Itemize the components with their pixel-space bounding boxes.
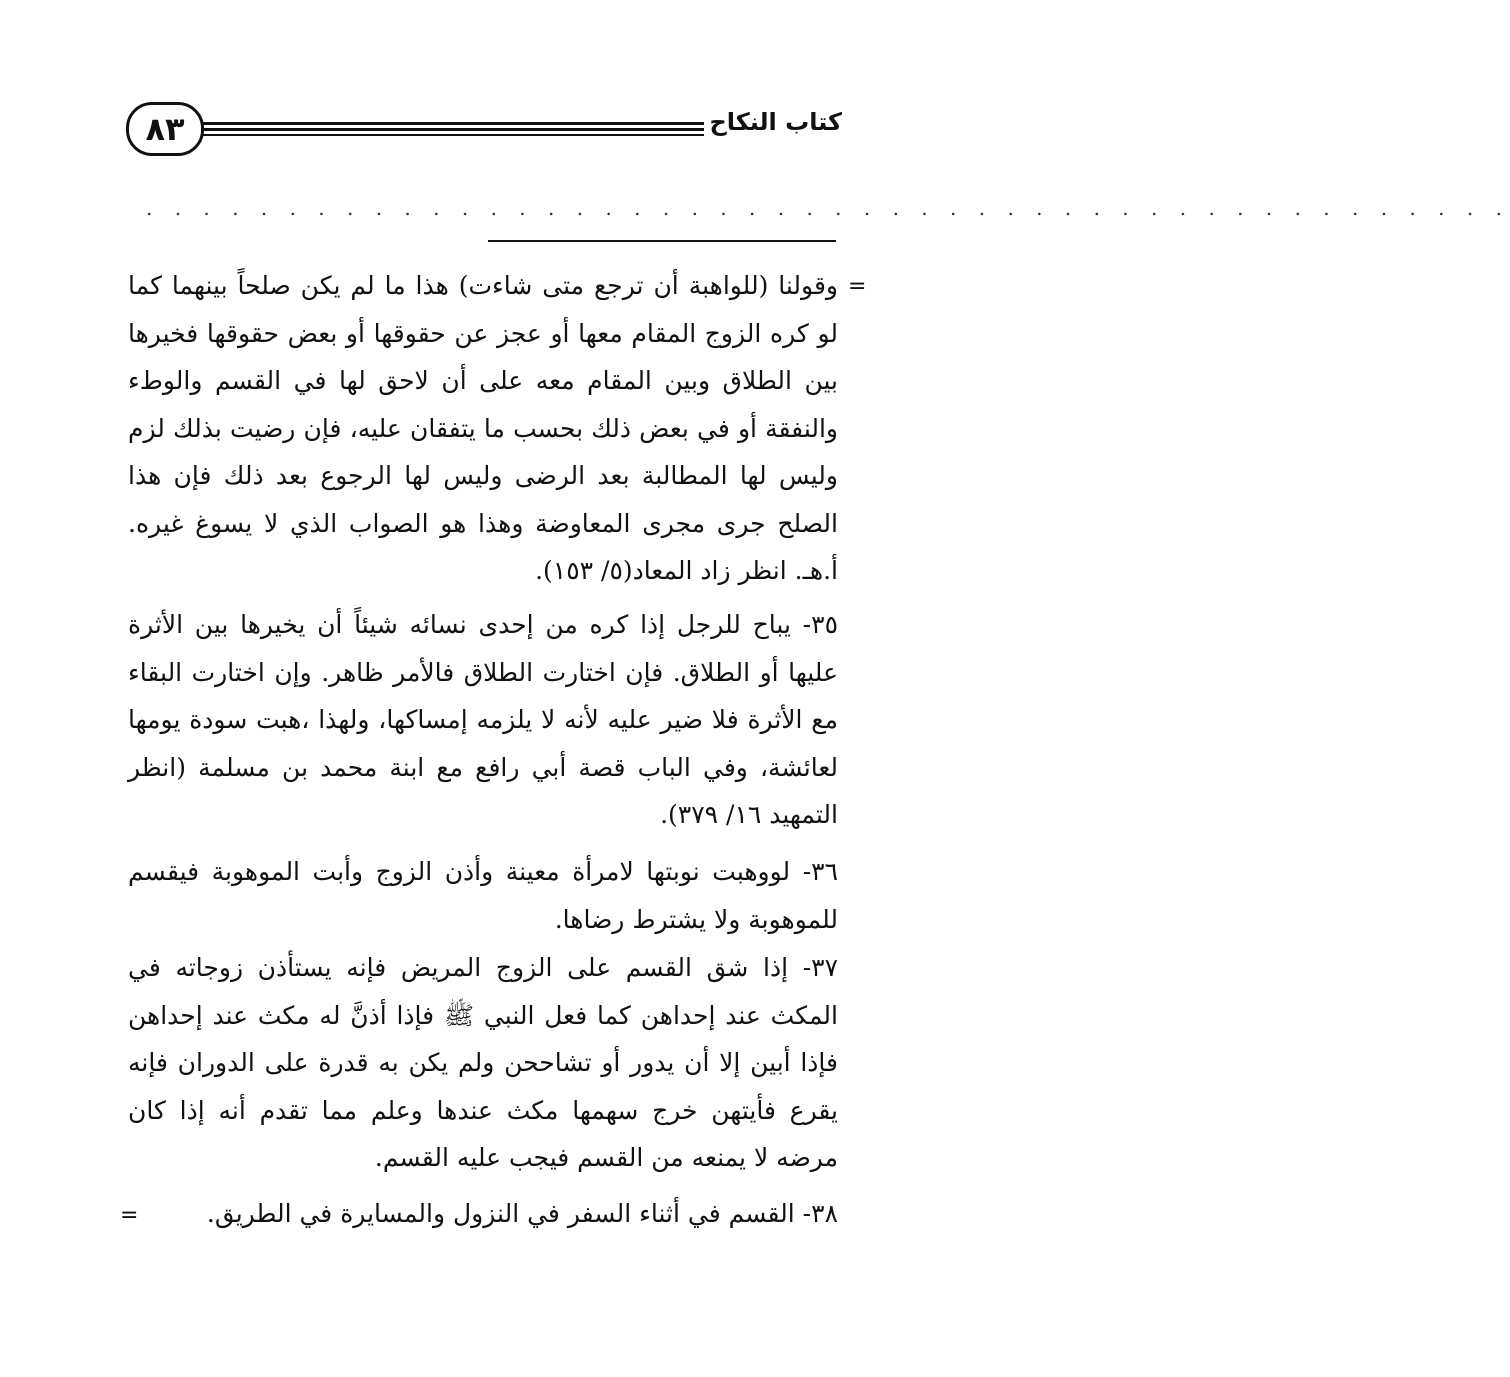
- header-rule: [196, 122, 704, 137]
- paragraph-37: ٣٧- إذا شق القسم على الزوج المريض فإنه يستأذن زوجاته في المكث عند إحداهن كما فعل النبي ﷺ فإذا أذنَّ له مكث عند إحداهن فإذا أبين إلا أن يدور أو تشاححن ولم يكن به قدرة على الدوران فإنه يقرع فأيتهن خرج سهمها مكث عندها وعلم مما تقدم أنه إذا كان مرضه لا يمنعه من القسم فيجب عليه القسم.: [128, 953, 838, 1172]
- footnote-rule: [488, 240, 836, 242]
- book-title: كتاب النكاح: [709, 108, 842, 136]
- paragraph-36: ٣٦- لووهبت نوبتها لامرأة معينة وأذن الزوج وأبت الموهوبة فيقسم للموهوبة ولا يشترط رضاها.: [128, 857, 838, 934]
- paragraph-35: ٣٥- يباح للرجل إذا كره من إحدى نسائه شيئاً أن يخيرها بين الأثرة عليها أو الطلاق. فإن اختارت الطلاق فالأمر ظاهر. وإن اختارت البقاء مع الأثرة فلا ضير عليه لأنه لا يلزمه إمساكها، ولهذا ،هبت سودة يومها لعائشة، وفي الباب قصة أبي رافع مع ابنة محمد بن مسلمة (انظر التمهيد ١٦/ ٣٧٩).: [128, 610, 838, 829]
- paragraph-38: ٣٨- القسم في أثناء السفر في النزول والمسايرة في الطريق.: [206, 1199, 838, 1228]
- continuation-mark-bottom: =: [120, 1203, 139, 1228]
- page-number: ٨٣: [145, 110, 185, 148]
- dotted-separator: . . . . . . . . . . . . . . . . . . . . . . . . . . . . . . . . . . . . . . . . . . . . . . . .: [146, 196, 1510, 220]
- continuation-mark-top: =: [848, 274, 867, 299]
- paragraph-quote: وقولنا (للواهبة أن ترجع متى شاءت) هذا ما لم يكن صلحاً بينهما كما لو كره الزوج المقام معها أو عجز عن حقوقها أو بعض حقوقها فخيرها بين الطلاق وبين المقام معه على أن لاحق لها في القسم والوطء والنفقة أو في بعض ذلك بحسب ما يتفقان عليه، فإن رضيت بذلك لزم وليس لها المطالبة بعد الرضى وليس لها الرجوع بعد ذلك فإن هذا الصلح جرى مجرى المعاوضة وهذا هو الصواب الذي لا يسوغ غيره. أ.هـ. انظر زاد المعاد(٥/ ١٥٣).: [128, 271, 838, 585]
- page-number-badge: [126, 102, 204, 156]
